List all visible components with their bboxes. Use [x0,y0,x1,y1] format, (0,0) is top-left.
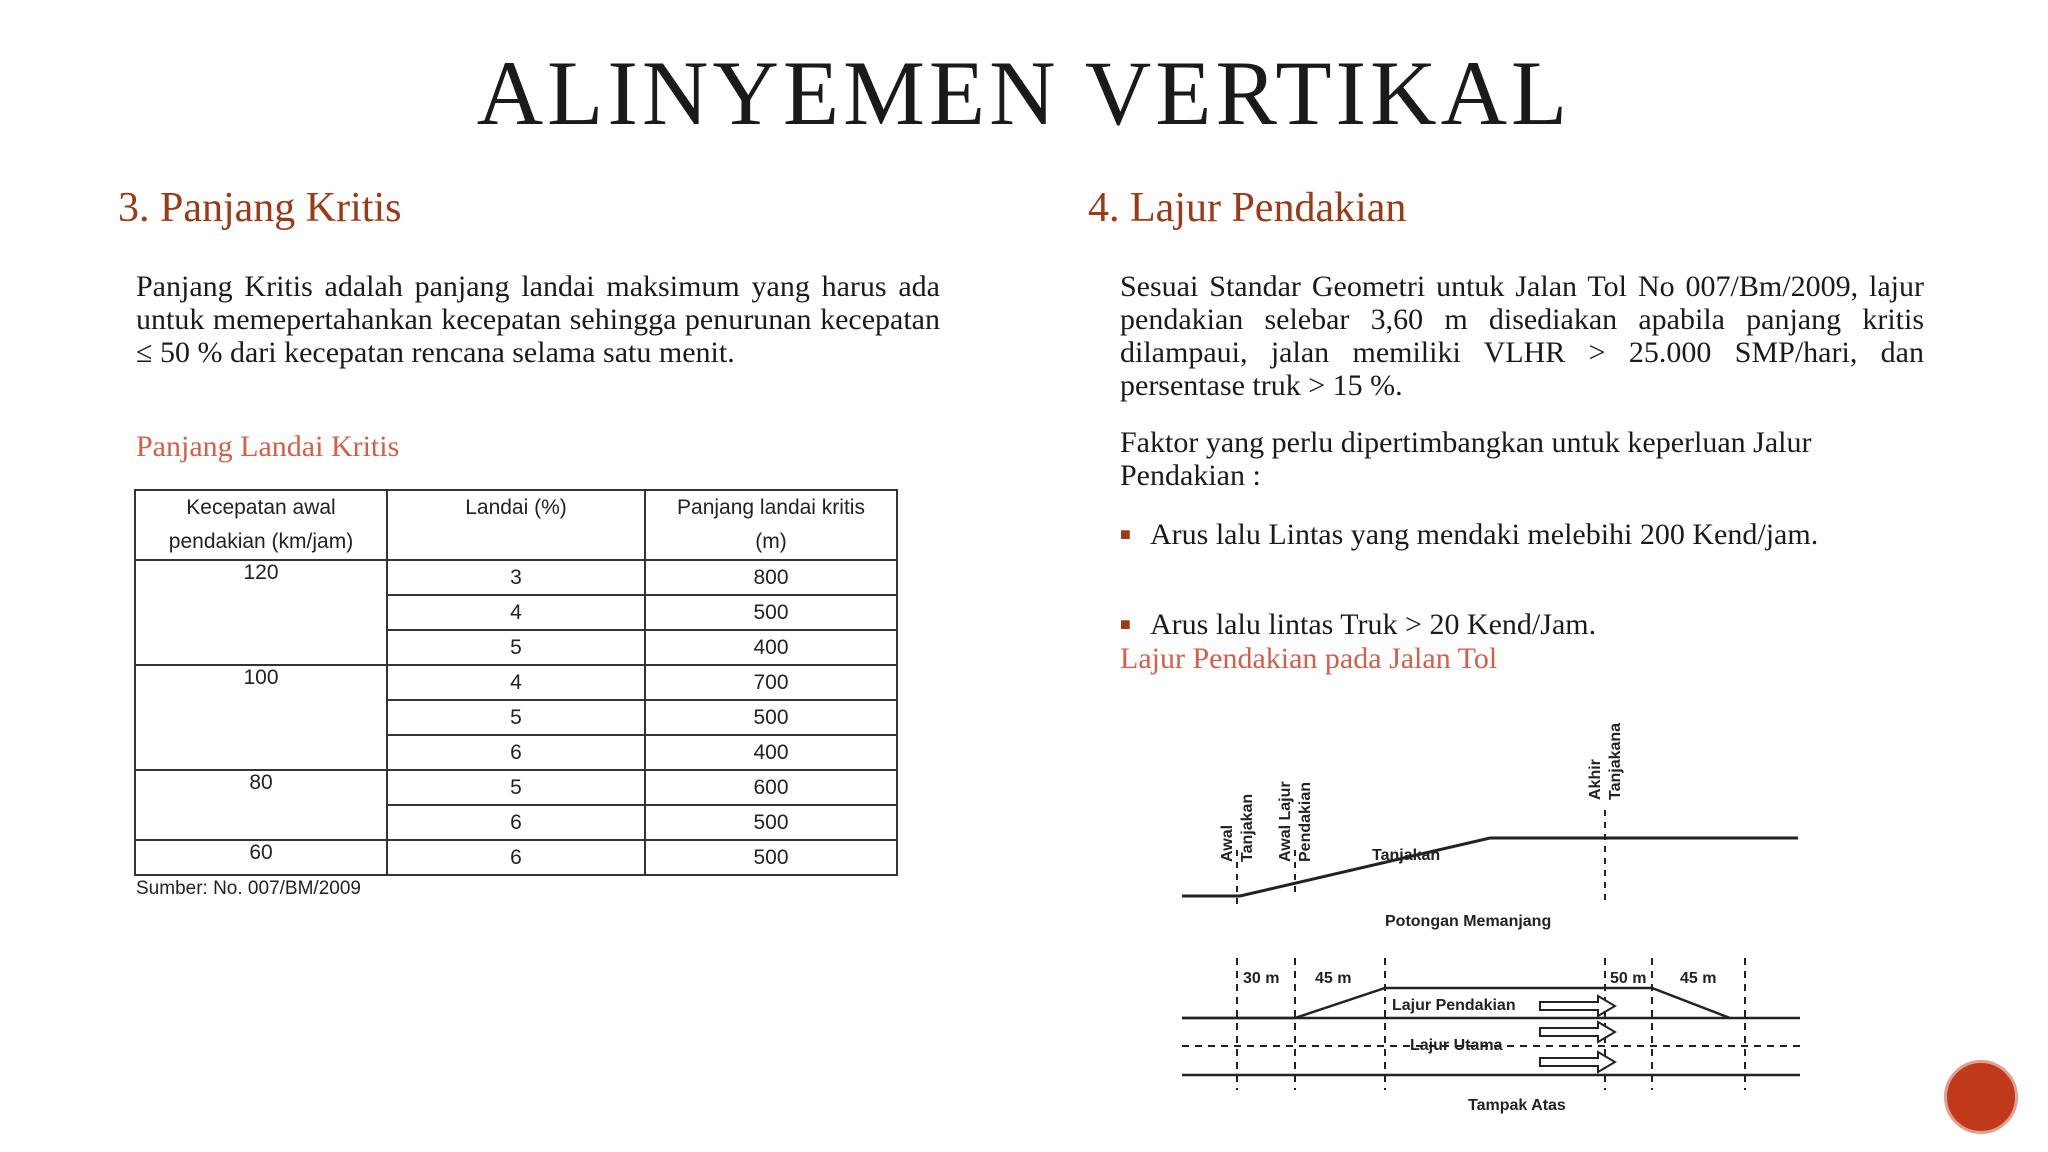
table-row [135,770,897,805]
label-awal-lajur: Awal Lajur [1277,781,1294,862]
table-source: Sumber: No. 007/BM/2009 [136,878,361,899]
table-cell-grade: 6 [387,735,645,770]
table-cell-length: 700 [645,665,897,700]
bullet-text: Arus lalu lintas Truk > 20 Kend/Jam. [1150,608,1597,641]
table-cell-length: 500 [645,805,897,840]
table-cell-length: 400 [645,630,897,665]
label-lajur-utama: Lajur Utama [1410,1037,1503,1054]
climbing-lane-diagram [1170,700,1810,1130]
table-cell-grade: 5 [387,630,645,665]
label-tanjakan-vertical: Tanjakan [1239,793,1256,862]
faktor-paragraph: Faktor yang perlu dipertimbangkan untuk keperluan Jalur Pendakian : [1120,426,1812,492]
label-tanjakana: Tanjakana [1607,722,1624,800]
critical-grade-table [134,489,898,876]
table-row [135,840,897,875]
table-cell-length: 500 [645,840,897,875]
table-cell-length: 400 [645,735,897,770]
label-awal: Awal [1219,824,1236,862]
slide-title: ALINYEMEN VERTIKAL [476,42,1572,144]
dim-45m-b: 45 m [1680,970,1717,987]
bullet-text: Arus lalu Lintas yang mendaki melebihi 200 Kend/jam. [1150,518,1819,551]
bullet-item [1120,608,1910,641]
table-row [135,665,897,700]
lajur-pendakian-subheading: Lajur Pendakian pada Jalan Tol [1120,642,1498,675]
label-potongan-memanjang: Potongan Memanjang [1385,913,1552,930]
table-cell-length: 500 [645,700,897,735]
section-heading-panjang-kritis: 3. Panjang Kritis [118,185,402,231]
table-cell-length: 500 [645,595,897,630]
table-header-row [135,490,897,560]
table-cell-grade: 3 [387,560,645,595]
table-header-grade: Landai (%) [387,490,645,560]
table-cell-speed: 60 [135,840,387,875]
table-cell-speed: 120 [135,560,387,665]
table-cell-grade: 4 [387,595,645,630]
table-cell-length: 600 [645,770,897,805]
table-header-speed: Kecepatan awal pendakian (km/jam) [135,490,387,560]
table-cell-grade: 5 [387,700,645,735]
label-tanjakan: Tanjakan [1372,847,1441,864]
table-cell-grade: 6 [387,840,645,875]
table-cell-grade: 4 [387,665,645,700]
dim-30m: 30 m [1243,970,1280,987]
bullet-item [1120,518,1910,551]
table-cell-speed: 100 [135,665,387,770]
label-akhir: Akhir [1587,759,1604,800]
bullet-square-icon: ■ [1120,614,1131,634]
section-heading-lajur-pendakian: 4. Lajur Pendakian [1088,185,1407,231]
table-row [135,560,897,595]
slide-nav-button[interactable] [1944,1060,2018,1134]
bullet-square-icon: ■ [1120,524,1131,544]
table-cell-speed: 80 [135,770,387,840]
dim-45m-a: 45 m [1315,970,1352,987]
dim-50m: 50 m [1610,970,1647,987]
label-pendakian-vertical: Pendakian [1297,781,1314,862]
table-cell-grade: 6 [387,805,645,840]
lajur-pendakian-paragraph: Sesuai Standar Geometri untuk Jalan Tol No 007/Bm/2009, lajur pendakian selebar 3,60 m disediakan apabila panjang kritis dilampaui, jalan memiliki VLHR > 25.000 SMP/hari, dan persentase truk > 15 %. [1120,270,1924,402]
panjang-landai-kritis-subheading: Panjang Landai Kritis [136,430,400,463]
panjang-kritis-paragraph: Panjang Kritis adalah panjang landai maksimum yang harus ada untuk memepertahankan kecepatan sehingga penurunan kecepatan ≤ 50 % dari kecepatan rencana selama satu menit. [136,270,940,369]
table-cell-grade: 5 [387,770,645,805]
table-header-length: Panjang landai kritis (m) [645,490,897,560]
label-tampak-atas: Tampak Atas [1468,1097,1566,1114]
table-cell-length: 800 [645,560,897,595]
label-lajur-pendakian: Lajur Pendakian [1392,997,1516,1014]
